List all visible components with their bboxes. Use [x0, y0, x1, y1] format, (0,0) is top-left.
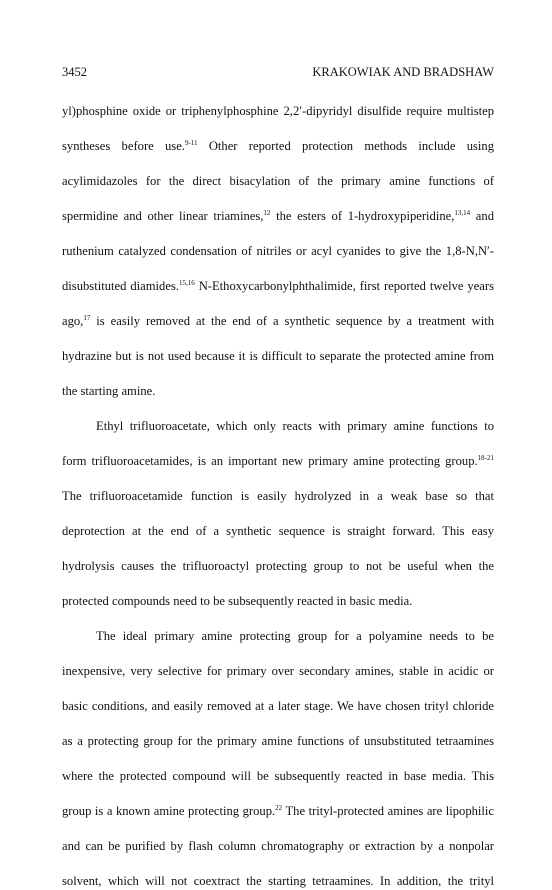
- text-line: The trifluoroacetamide function is easily hydrolyzed in a weak base so that: [62, 489, 494, 503]
- text-line: syntheses before use.$^{9-11}$ Other reported protection methods include using: [62, 139, 494, 153]
- text-line: ago,$^{17}$ is easily removed at the end of a synthetic sequence by a treatment with: [62, 314, 494, 328]
- text-line: hydrolysis causes the trifluoroactyl protecting group to not be useful when the: [62, 559, 494, 573]
- text-line: and can be purified by flash column chromatography or extraction by a nonpolar: [62, 839, 494, 853]
- citation: 12: [263, 209, 271, 217]
- text-line: acylimidazoles for the direct bisacylation of the primary amine functions of: [62, 174, 494, 188]
- text-line: basic conditions, and easily removed at a later stage. We have chosen trityl chloride: [62, 699, 494, 713]
- text-line: form trifluoroacetamides, is an important new primary amine protecting group.$^{18-21}$: [62, 454, 494, 468]
- text-line: group is a known amine protecting group.$^{22}$ The trityl-protected amines are lipophilic: [62, 804, 494, 818]
- citation: 13,14: [454, 209, 471, 217]
- citation: 22: [275, 804, 283, 812]
- text-line: spermidine and other linear triamines,$^{12}$ the esters of 1-hydroxypiperidine,$^{13,14}$ and: [62, 209, 494, 223]
- citation: 17: [83, 314, 91, 322]
- text-line: as a protecting group for the primary amine functions of unsubstituted tetraamines: [62, 734, 494, 748]
- text-line: deprotection at the end of a synthetic sequence is straight forward. This easy: [62, 524, 494, 538]
- text-line: The ideal primary amine protecting group for a polyamine needs to be: [96, 629, 494, 643]
- text-line: disubstituted diamides.$^{15,16}$ N-Ethoxycarbonylphthalimide, first reported twelve years: [62, 279, 494, 293]
- text-line: yl)phosphine oxide or triphenylphosphine 2,2′-dipyridyl disulfide require multistep: [62, 104, 494, 118]
- text-line: inexpensive, very selective for primary over secondary amines, stable in acidic or: [62, 664, 494, 678]
- text-line: where the protected compound will be subsequently reacted in base media. This: [62, 769, 494, 783]
- text-line: solvent, which will not coextract the starting tetraamines. In addition, the trityl: [62, 874, 494, 888]
- text-line: hydrazine but is not used because it is difficult to separate the protected amine from: [62, 349, 494, 363]
- text-line: protected compounds need to be subsequently reacted in basic media.: [62, 594, 413, 608]
- running-head: KRAKOWIAK AND BRADSHAW: [312, 65, 494, 79]
- page-number: 3452: [62, 65, 87, 79]
- text-line: Ethyl trifluoroacetate, which only reacts with primary amine functions to: [96, 419, 494, 433]
- page-header: [62, 65, 494, 80]
- citation: 9-11: [184, 139, 198, 147]
- text-line: ruthenium catalyzed condensation of nitriles or acyl cyanides to give the 1,8-N,N′-: [62, 244, 494, 258]
- text-line: the starting amine.: [62, 384, 156, 398]
- citation: 15,16: [178, 279, 195, 287]
- citation: 18-21: [477, 454, 494, 462]
